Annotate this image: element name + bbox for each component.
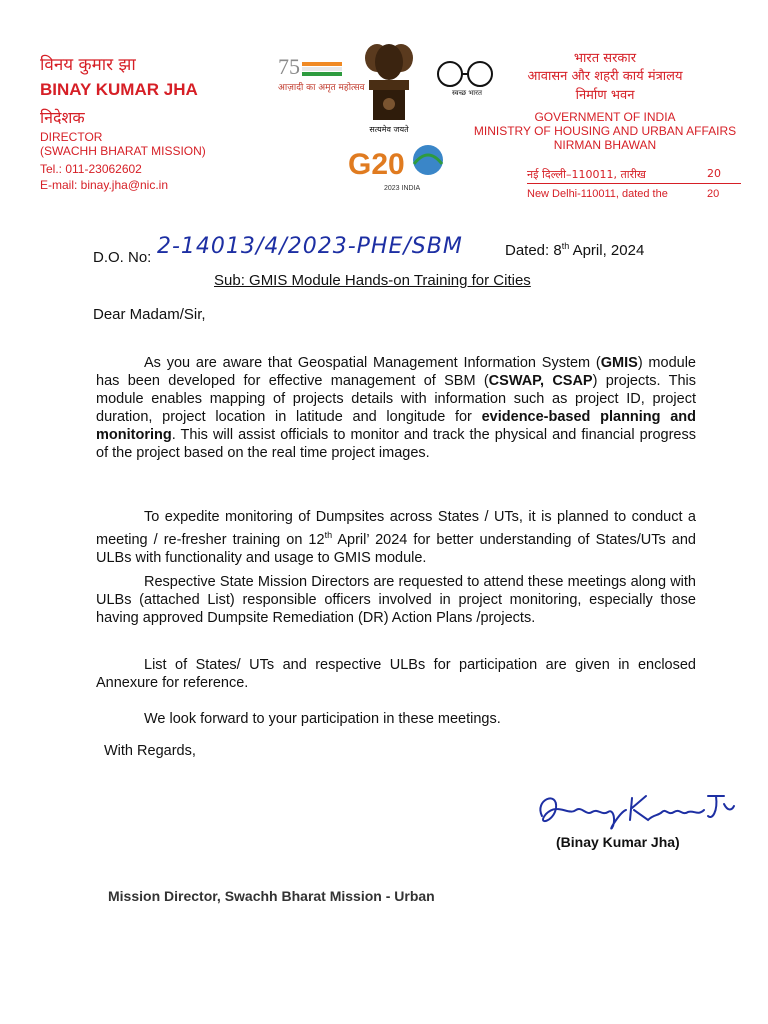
paragraph-training [96, 508, 696, 567]
ministry-english: MINISTRY OF HOUSING AND URBAN AFFAIRS [473, 124, 737, 138]
dated-suffix: April, 2024 [569, 242, 645, 259]
government-english: GOVERNMENT OF INDIA [534, 110, 676, 124]
p1-c: ) module has been developed for effective management of SBM ( [96, 355, 696, 389]
do-label: D.O. No: [93, 249, 152, 266]
do-number: 2-14013/4/2023-PHE/SBM [157, 234, 463, 259]
government-hindi: भारत सरकार [573, 51, 637, 66]
svg-text:75: 75 [278, 54, 300, 79]
p4-text: List of States/ UTs and respective ULBs for participation are given in enclosed Annexure for reference. [96, 657, 696, 691]
dateline-english [527, 188, 720, 200]
dateline-hindi-text: नई दिल्ली–110011, तारीख [527, 168, 646, 181]
bhawan-hindi: निर्माण भवन [575, 88, 635, 103]
name-hindi: विनय कुमार झा [40, 55, 136, 75]
g20-subtext: 2023 INDIA [384, 185, 421, 192]
signer-name: (Binay Kumar Jha) [556, 834, 680, 850]
p1-a: As you are aware that Geospatial Management Information System ( [144, 355, 601, 371]
p3-text: Respective State Mission Directors are requested to attend these meetings along with ULBs (attached List) responsible officers involved in project monitoring, especially those having approved Dumpsite Remediation (DR) Action Plans /projects. [96, 574, 696, 626]
designation-mission: (SWACHH BHARAT MISSION) [40, 144, 206, 158]
p1-g: . This will assist officials to monitor and track the physical and financial progress of the project based on the real time project images. [96, 427, 696, 461]
handwritten-signature [528, 786, 738, 834]
p2-b: April’ 2024 for better understanding of States/UTs and ULBs with functionality and usage to GMIS module. [96, 531, 696, 566]
p2-a: To expedite monitoring of Dumpsites across States / UTs, it is planned to conduct a meeting / re-fresher training on 12 [96, 509, 696, 548]
p1-b: GMIS [600, 355, 638, 371]
p2-sup: th [324, 530, 333, 540]
designation-hindi: निदेशक [40, 108, 85, 127]
dated-sup: th [561, 241, 570, 251]
p1-f: evidence-based planning and monitoring [96, 409, 697, 443]
footer-designation: Mission Director, Swachh Bharat Mission - Urban [108, 888, 435, 904]
salutation: Dear Madam/Sir, [93, 306, 206, 323]
bhawan-english: NIRMAN BHAWAN [553, 138, 657, 152]
g20-text: G20 [348, 148, 405, 181]
dateline-english-text: New Delhi-110011, dated the [527, 188, 668, 200]
g20-logo [344, 140, 454, 194]
azadi-text: आज़ादी का अमृत महोत्सव [278, 83, 365, 93]
designation-english: DIRECTOR [40, 130, 103, 144]
paragraph-annexure [96, 656, 696, 692]
subject: Sub: GMIS Module Hands-on Training for Cities [214, 272, 531, 289]
paragraph-gmis [96, 354, 696, 462]
azadi-ka-amrit-mahotsav-logo [276, 54, 365, 104]
swachh-text: स्वच्छ भारत [452, 89, 482, 97]
paragraph-directors [96, 573, 696, 627]
name-english: BINAY KUMAR JHA [40, 80, 198, 99]
dateline-hindi [527, 167, 721, 182]
paragraph-closing [96, 710, 696, 728]
p1-e: ) projects. This module enables mapping of projects details with information such as project ID, project duration, project location in latitude and longitude for [96, 373, 696, 425]
dateline-year-english: 20 [707, 188, 720, 200]
dateline-year-hindi: 20 [707, 167, 721, 180]
email: E-mail: binay.jha@nic.in [40, 178, 169, 192]
closing-regards: With Regards, [104, 743, 196, 759]
dated-prefix: Dated: 8 [505, 242, 562, 259]
p1-d: CSWAP, CSAP [488, 373, 593, 389]
dated [505, 241, 644, 259]
emblem-motto: सत्यमेव जयते [369, 125, 409, 134]
p5-text: We look forward to your participation in these meetings. [144, 711, 501, 727]
national-emblem [357, 36, 421, 136]
dateline-rule [527, 183, 741, 184]
telephone: Tel.: 011-23062602 [40, 162, 142, 176]
ministry-hindi: आवासन और शहरी कार्य मंत्रालय [527, 69, 683, 84]
